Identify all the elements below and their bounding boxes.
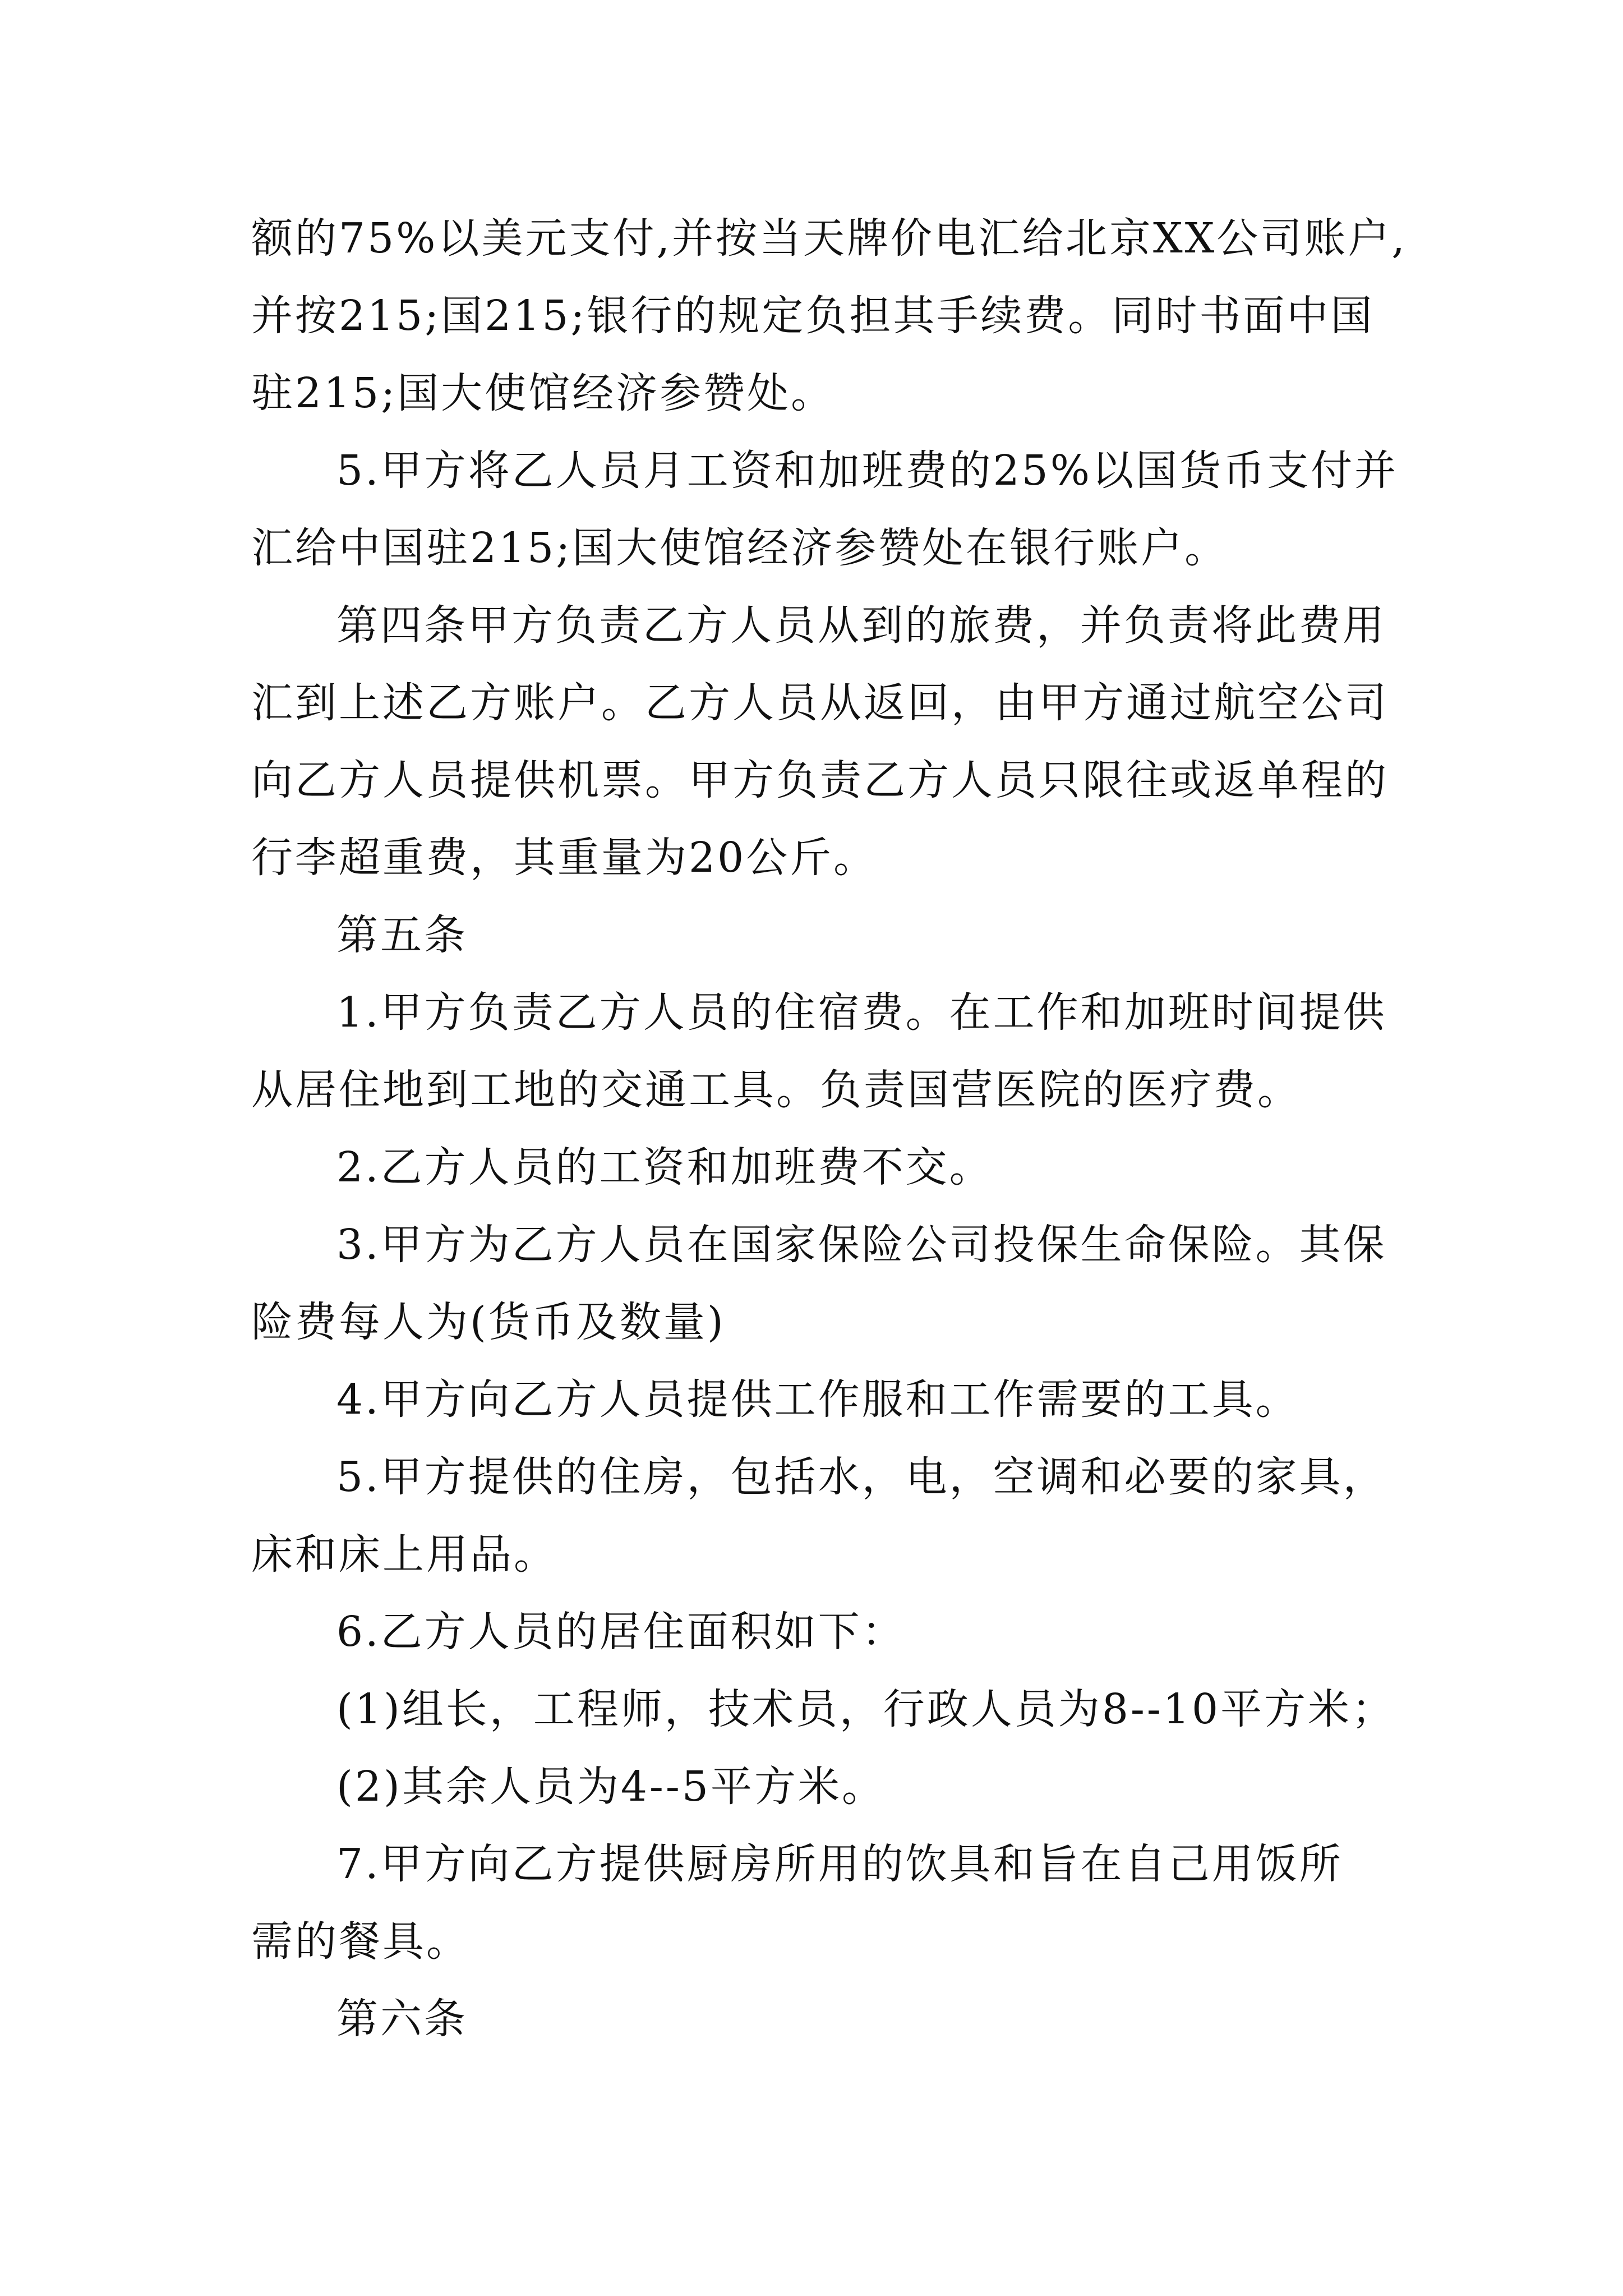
section-heading: 第五条 [336,911,468,959]
text-line: 第四条甲方负责乙方人员从到的旅费，并负责将此费用 [336,601,1386,650]
text-line: 汇到上述乙方账户。乙方人员从返回，由甲方通过航空公司 [251,679,1389,727]
text-line: 驻215;国大使馆经济参赞处。 [251,369,835,417]
text-line: 汇给中国驻215;国大使馆经济参赞处在银行账户。 [251,524,1229,572]
text-line: 从居住地到工地的交通工具。负责国营医院的医疗费。 [251,1066,1301,1114]
text-line: 7.甲方向乙方提供厨房所用的饮具和旨在自己用饭所 [336,1840,1343,1888]
text-line: 3.甲方为乙方人员在国家保险公司投保生命保险。其保 [336,1221,1387,1269]
text-line: 向乙方人员提供机票。甲方负责乙方人员只限往或返单程的 [251,756,1389,804]
text-line: (1)组长，工程师，技术员，行政人员为8--10平方米； [336,1685,1396,1733]
text-line: (2)其余人员为4--5平方米。 [336,1763,886,1811]
text-line: 险费每人为(货币及数量) [251,1298,726,1346]
text-line: 1.甲方负责乙方人员的住宿费。在工作和加班时间提供 [336,988,1387,1037]
text-line: 6.乙方人员的居住面积如下： [336,1608,906,1656]
section-heading: 第六条 [336,1995,468,2043]
text-line: 2.乙方人员的工资和加班费不交。 [336,1143,993,1191]
text-line: 4.甲方向乙方人员提供工作服和工作需要的工具。 [336,1375,1299,1424]
text-line: 行李超重费，其重量为20公斤。 [251,834,878,882]
text-line: 床和床上用品。 [251,1530,557,1579]
text-line: 5.甲方提供的住房，包括水，电，空调和必要的家具， [336,1453,1387,1501]
text-line: 并按215;国215;银行的规定负担其手续费。同时书面中国 [251,292,1375,340]
text-line: 需的餐具。 [251,1917,470,1966]
text-line: 5.甲方将乙人员月工资和加班费的25%以国货币支付并 [336,447,1399,495]
text-line: 额的75%以美元支付,并按当天牌价电汇给北京XX公司账户, [251,214,1407,263]
